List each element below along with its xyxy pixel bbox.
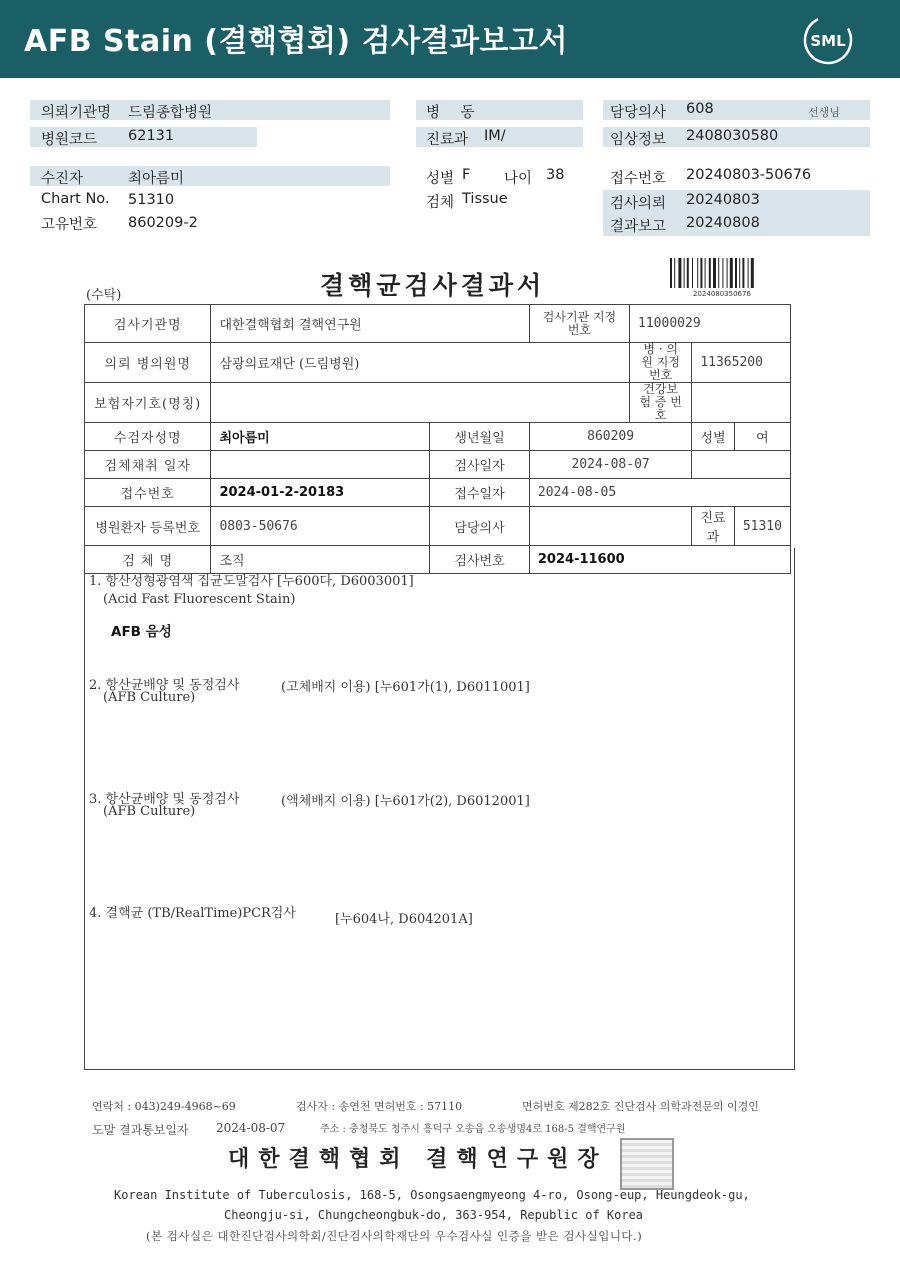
barcode-bar [727,258,728,288]
patient-label: 수진자 [41,171,84,187]
consignment-label: (수탁) [86,288,122,303]
age-value: 38 [546,167,565,183]
test-date-value: 2024-08-07 [571,457,650,472]
sex-value-cell: 여 [734,423,790,451]
order-info [0,0,900,240]
barcode-bar [722,258,723,288]
footer-address: 주소 : 충청북도 청주시 흥덕구 오송읍 오송생명4로 168-5 결핵연구원 [320,1124,626,1135]
barcode-bar [751,258,754,288]
sex-label-cell: 성별 [692,423,734,451]
id-value: 860209-2 [128,215,198,231]
name-value: 최아름미 [219,431,270,446]
barcode-bar [692,258,693,288]
receipt-value: 20240803-50676 [686,167,812,183]
result-1-value: AFB 음성 [111,624,172,640]
barcode-bar [718,258,719,288]
hosp-code-label: 병 · 의원 지정번호 [630,343,692,383]
result-3-title: 3. 항산균배양 및 동정검사 [89,792,240,807]
barcode-bar [739,258,740,288]
footer-tester: 검사자 : 송연천 면허번호 : 57110 [296,1100,463,1113]
receipt-date-value: 2024-08-05 [537,485,617,500]
barcode-bar [670,258,672,288]
collect-label: 검체채취 일자 [85,451,211,479]
collect-value [211,451,430,479]
specimen-value: Tissue [462,191,508,207]
receipt-no-value: 2024-01-2-20183 [219,485,345,500]
institute-name: 대한결핵협회 결핵연구원장 [228,1146,608,1172]
hospital-code-label: 병원코드 [41,132,98,148]
result-form-table [84,304,791,574]
insurer-value [211,383,630,423]
report-label: 결과보고 [610,219,667,235]
dept-value-cell: 51310 [742,518,782,534]
doctor-value-cell [529,507,691,546]
barcode-bar [697,258,698,288]
hospital-label: 의뢰기관명 [41,105,112,121]
footer-notice-date: 2024-08-07 [216,1121,286,1135]
result-4-method: [누604나, D604201A] [335,912,473,927]
chart-label: Chart No. [41,191,110,207]
receipt-no-label: 접수번호 [85,479,211,507]
barcode-bar [674,258,675,288]
document-title: 결핵균검사결과서 [320,271,546,300]
inst-label: 검사기관명 [85,305,211,343]
result-4-title: 4. 결핵균 (TB/RealTime)PCR검사 [89,906,296,921]
result-1-title: 1. 항산성형광염색 집균도말검사 [누600다, D6003001] [89,574,414,589]
reg-label: 병원환자 등록번호 [85,507,211,546]
logo-text: SML [810,32,846,50]
english-address-line-2: Cheongju-si, Chungcheongbuk-do, 363-954, Republic of Korea [224,1208,644,1222]
specimen-name-label: 검 체 명 [85,546,211,574]
report-title: AFB Stain (결핵협회) 검사결과보고서 [24,24,568,59]
inst-code-value: 11000029 [638,316,701,331]
doctor-label: 담당의사 [610,105,667,121]
test-no-label: 검사번호 [430,546,530,574]
inst-value: 대한결핵협회 결핵연구원 [211,305,529,343]
request-label: 검사의뢰 [610,196,667,212]
inst-code-label: 검사기관 지정번호 [529,305,629,343]
doctor-label-cell: 담당의사 [430,507,530,546]
result-2-title: 2. 항산균배양 및 동정검사 [89,678,240,693]
footer-license: 면허번호 제282호 진단검사 의학과전문의 이경인 [522,1100,759,1113]
name-label: 수검자성명 [85,423,211,451]
specimen-name-value: 조직 [211,546,430,574]
barcode-icon [670,258,774,292]
health-label: 건강보험 증 번 호 [630,383,692,423]
sex-value: F [462,167,471,183]
dept-label-cell: 진료과 [692,507,734,546]
barcode-bar [742,258,744,288]
age-label: 나이 [504,171,533,187]
health-value [692,383,791,423]
clinical-value: 2408030580 [686,128,779,144]
receipt-label: 접수번호 [610,171,667,187]
clinical-label: 임상정보 [610,132,667,148]
reg-value: 0803-50676 [219,518,298,534]
english-address-line-1: Korean Institute of Tuberculosis, 168-5, Osongsaengmyeong 4-ro, Osong-eup, Heungdeok-gu, [114,1188,750,1202]
doctor-value: 608 [686,101,714,117]
certification-note: (본 검사실은 대한진단검사의학회/진단검사의학재단의 우수검사실 인증을 받은 검사실입니다.) [146,1229,643,1243]
band [30,166,390,186]
test-no-value: 2024-11600 [537,552,625,567]
dept-value: IM/ [484,128,506,144]
barcode-bar [748,258,749,288]
result-2-method: (고체배지 이용) [누601가(1), D6011001] [281,680,530,695]
receipt-date-label: 접수일자 [430,479,530,507]
req-hosp-label: 의뢰 병의원명 [85,343,211,383]
footer-notice-label: 도말 결과통보일자 [92,1123,189,1137]
barcode-bar [700,258,702,288]
barcode-bar [730,258,733,288]
result-3-sub: (AFB Culture) [103,804,196,819]
barcode-bar [709,258,711,288]
hospital-value: 드림종합병원 [128,105,213,121]
barcode-bar [678,258,681,288]
barcode-bar [735,258,737,288]
sex-label: 성별 [426,171,455,187]
insurer-label: 보험자기호(명칭) [85,383,211,423]
results-section [84,548,795,1070]
result-1-sub: (Acid Fast Fluorescent Stain) [103,592,296,607]
scanned-result-document [0,240,900,1271]
report-value: 20240808 [686,215,760,231]
barcode-bar [687,258,689,288]
result-3-method: (액체배지 이용) [누601가(2), D6012001] [281,794,530,809]
hosp-code-value: 11365200 [700,355,763,370]
dept-label: 진료과 [426,132,469,148]
official-seal-icon [620,1138,674,1190]
doctor-suffix: 선생님 [808,106,840,119]
request-value: 20240803 [686,192,760,208]
birth-label: 생년월일 [430,423,530,451]
footer-contact: 연락처 : 043)249-4968~69 [92,1100,236,1113]
barcode-number: 2024080350676 [693,290,751,298]
id-label: 고유번호 [41,217,98,233]
specimen-label: 검체 [426,195,455,211]
barcode-bar [713,258,716,288]
barcode-bar [705,258,706,288]
chart-value: 51310 [128,192,175,208]
hospital-code-value: 62131 [128,128,175,144]
result-2-sub: (AFB Culture) [103,690,196,705]
req-hosp-value: 삼광의료재단 (드림병원) [211,343,630,383]
ward-label: 병 동 [426,105,483,121]
test-date-label: 검사일자 [430,451,530,479]
patient-value: 최아름미 [128,171,185,187]
barcode-bar [684,258,685,288]
birth-value: 860209 [587,429,635,444]
